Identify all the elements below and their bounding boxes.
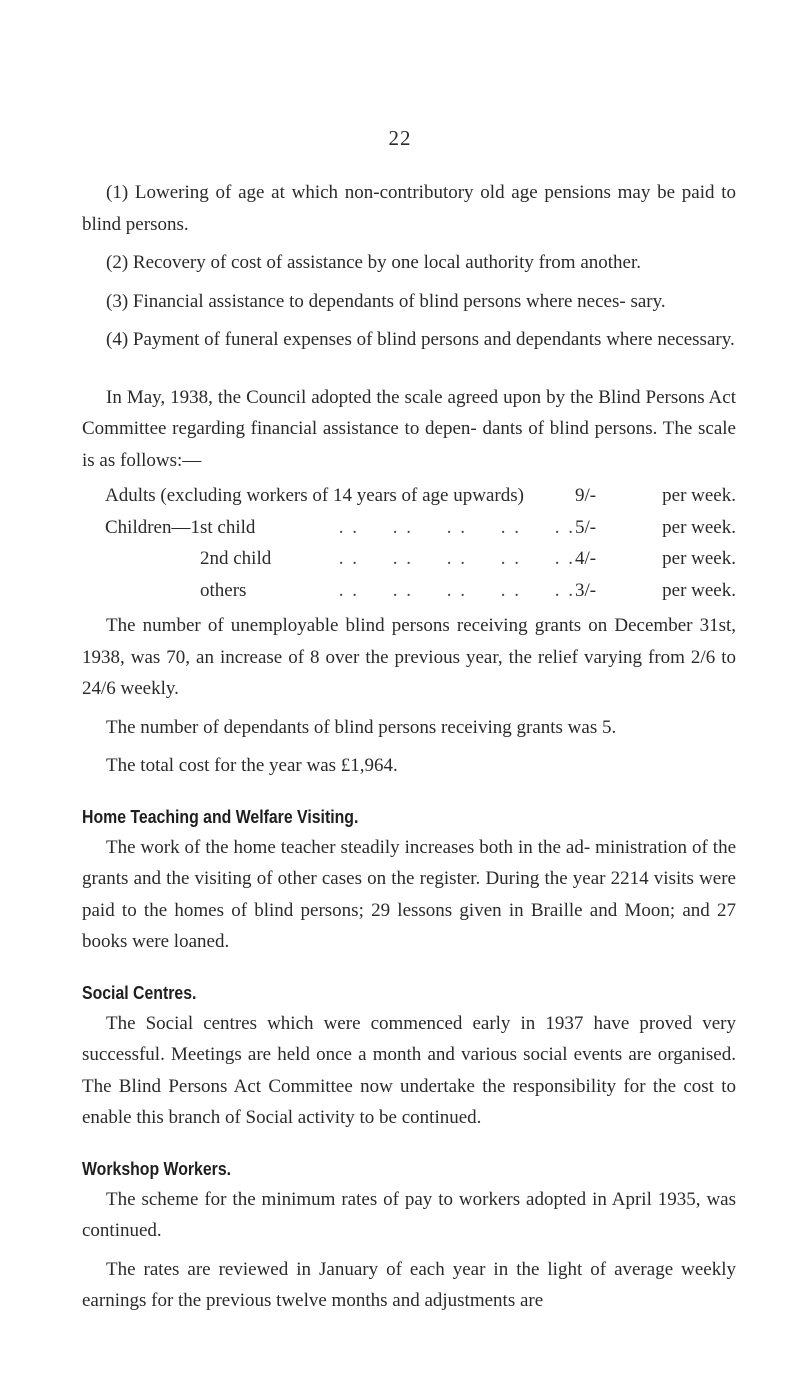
home-teaching-paragraph: The work of the home teacher steadily increases both in the ad- ministration of the grants and the visiting of other cases on the register. During the year 2214 visits were paid to the homes of blind persons; 29 lessons given in Braille and Moon; and 27 books were loaned. [82,836,736,952]
scale-category: 2nd child [200,548,272,569]
section-heading-home-teaching: Home Teaching and Welfare Visiting. [82,806,359,827]
workshop-paragraph-1: The scheme for the minimum rates of pay to workers adopted in April 1935, was continued. [82,1188,736,1241]
list-item-3: (3) Financial assistance to dependants of blind persons where neces- sary. [106,290,666,312]
scale-category: Adults (excluding workers of 14 years of age upwards) [105,485,524,506]
section-heading-social-centres: Social Centres. [82,982,197,1003]
scale-amount: 9/- [575,485,597,506]
workshop-paragraph-2: The rates are reviewed in January of each year in the light of average weekly earnings for the previous twelve months and adjustments are [82,1258,736,1311]
scale-row [105,512,736,544]
scale-category: others [200,579,247,601]
total-cost-paragraph: The total cost for the year was £1,964. [106,755,398,776]
scale-unit: per week. [662,485,736,506]
scale-row [105,543,736,575]
page-content [82,177,736,1317]
section-heading-workshop-workers: Workshop Workers. [82,1158,232,1179]
scale-intro-paragraph: In May, 1938, the Council adopted the scale agreed upon by the Blind Persons Act Committee regarding financial assistance to depen- dants of blind persons. The scale is as follows:— [82,386,736,471]
scale-unit: per week. [662,548,736,569]
dot-leader: . . . . . . . . . . [338,579,575,601]
scale-amount: 4/- [575,548,597,569]
scale-amount: 5/- [575,516,597,538]
dependants-paragraph: The number of dependants of blind persons receiving grants was 5. [106,716,617,738]
list-item-1: (1) Lowering of age at which non-contributory old age pensions may be paid to blind persons. [82,182,736,235]
social-centres-paragraph: The Social centres which were commenced early in 1937 have proved very successful. Meetings are held once a month and various social events are organised. The Blind Persons Act Committee now undertake the responsibility for the cost to enable this branch of Social activity to be continued. [82,1012,736,1128]
scale-amount: 3/- [575,579,597,601]
unemployable-paragraph: The number of unemployable blind persons receiving grants on December 31st, 1938, was 70, an increase of 8 over the previous year, the relief varying from 2/6 to 24/6 weekly. [82,615,736,699]
page-number: 22 [388,126,412,150]
scale-unit: per week. [662,516,736,538]
scale-row [105,575,736,607]
list-item-2: (2) Recovery of cost of assistance by one local authority from another. [106,252,641,273]
scale-category: Children—1st child [105,516,256,538]
dot-leader: . . . . . . . . . . [338,516,575,538]
scale-row [105,480,736,512]
dot-leader: . . . . . . . . . . [338,548,575,569]
allowance-scale-table [105,480,736,606]
list-item-4: (4) Payment of funeral expenses of blind persons and dependants where necessary. [106,329,735,350]
scale-unit: per week. [662,579,736,601]
